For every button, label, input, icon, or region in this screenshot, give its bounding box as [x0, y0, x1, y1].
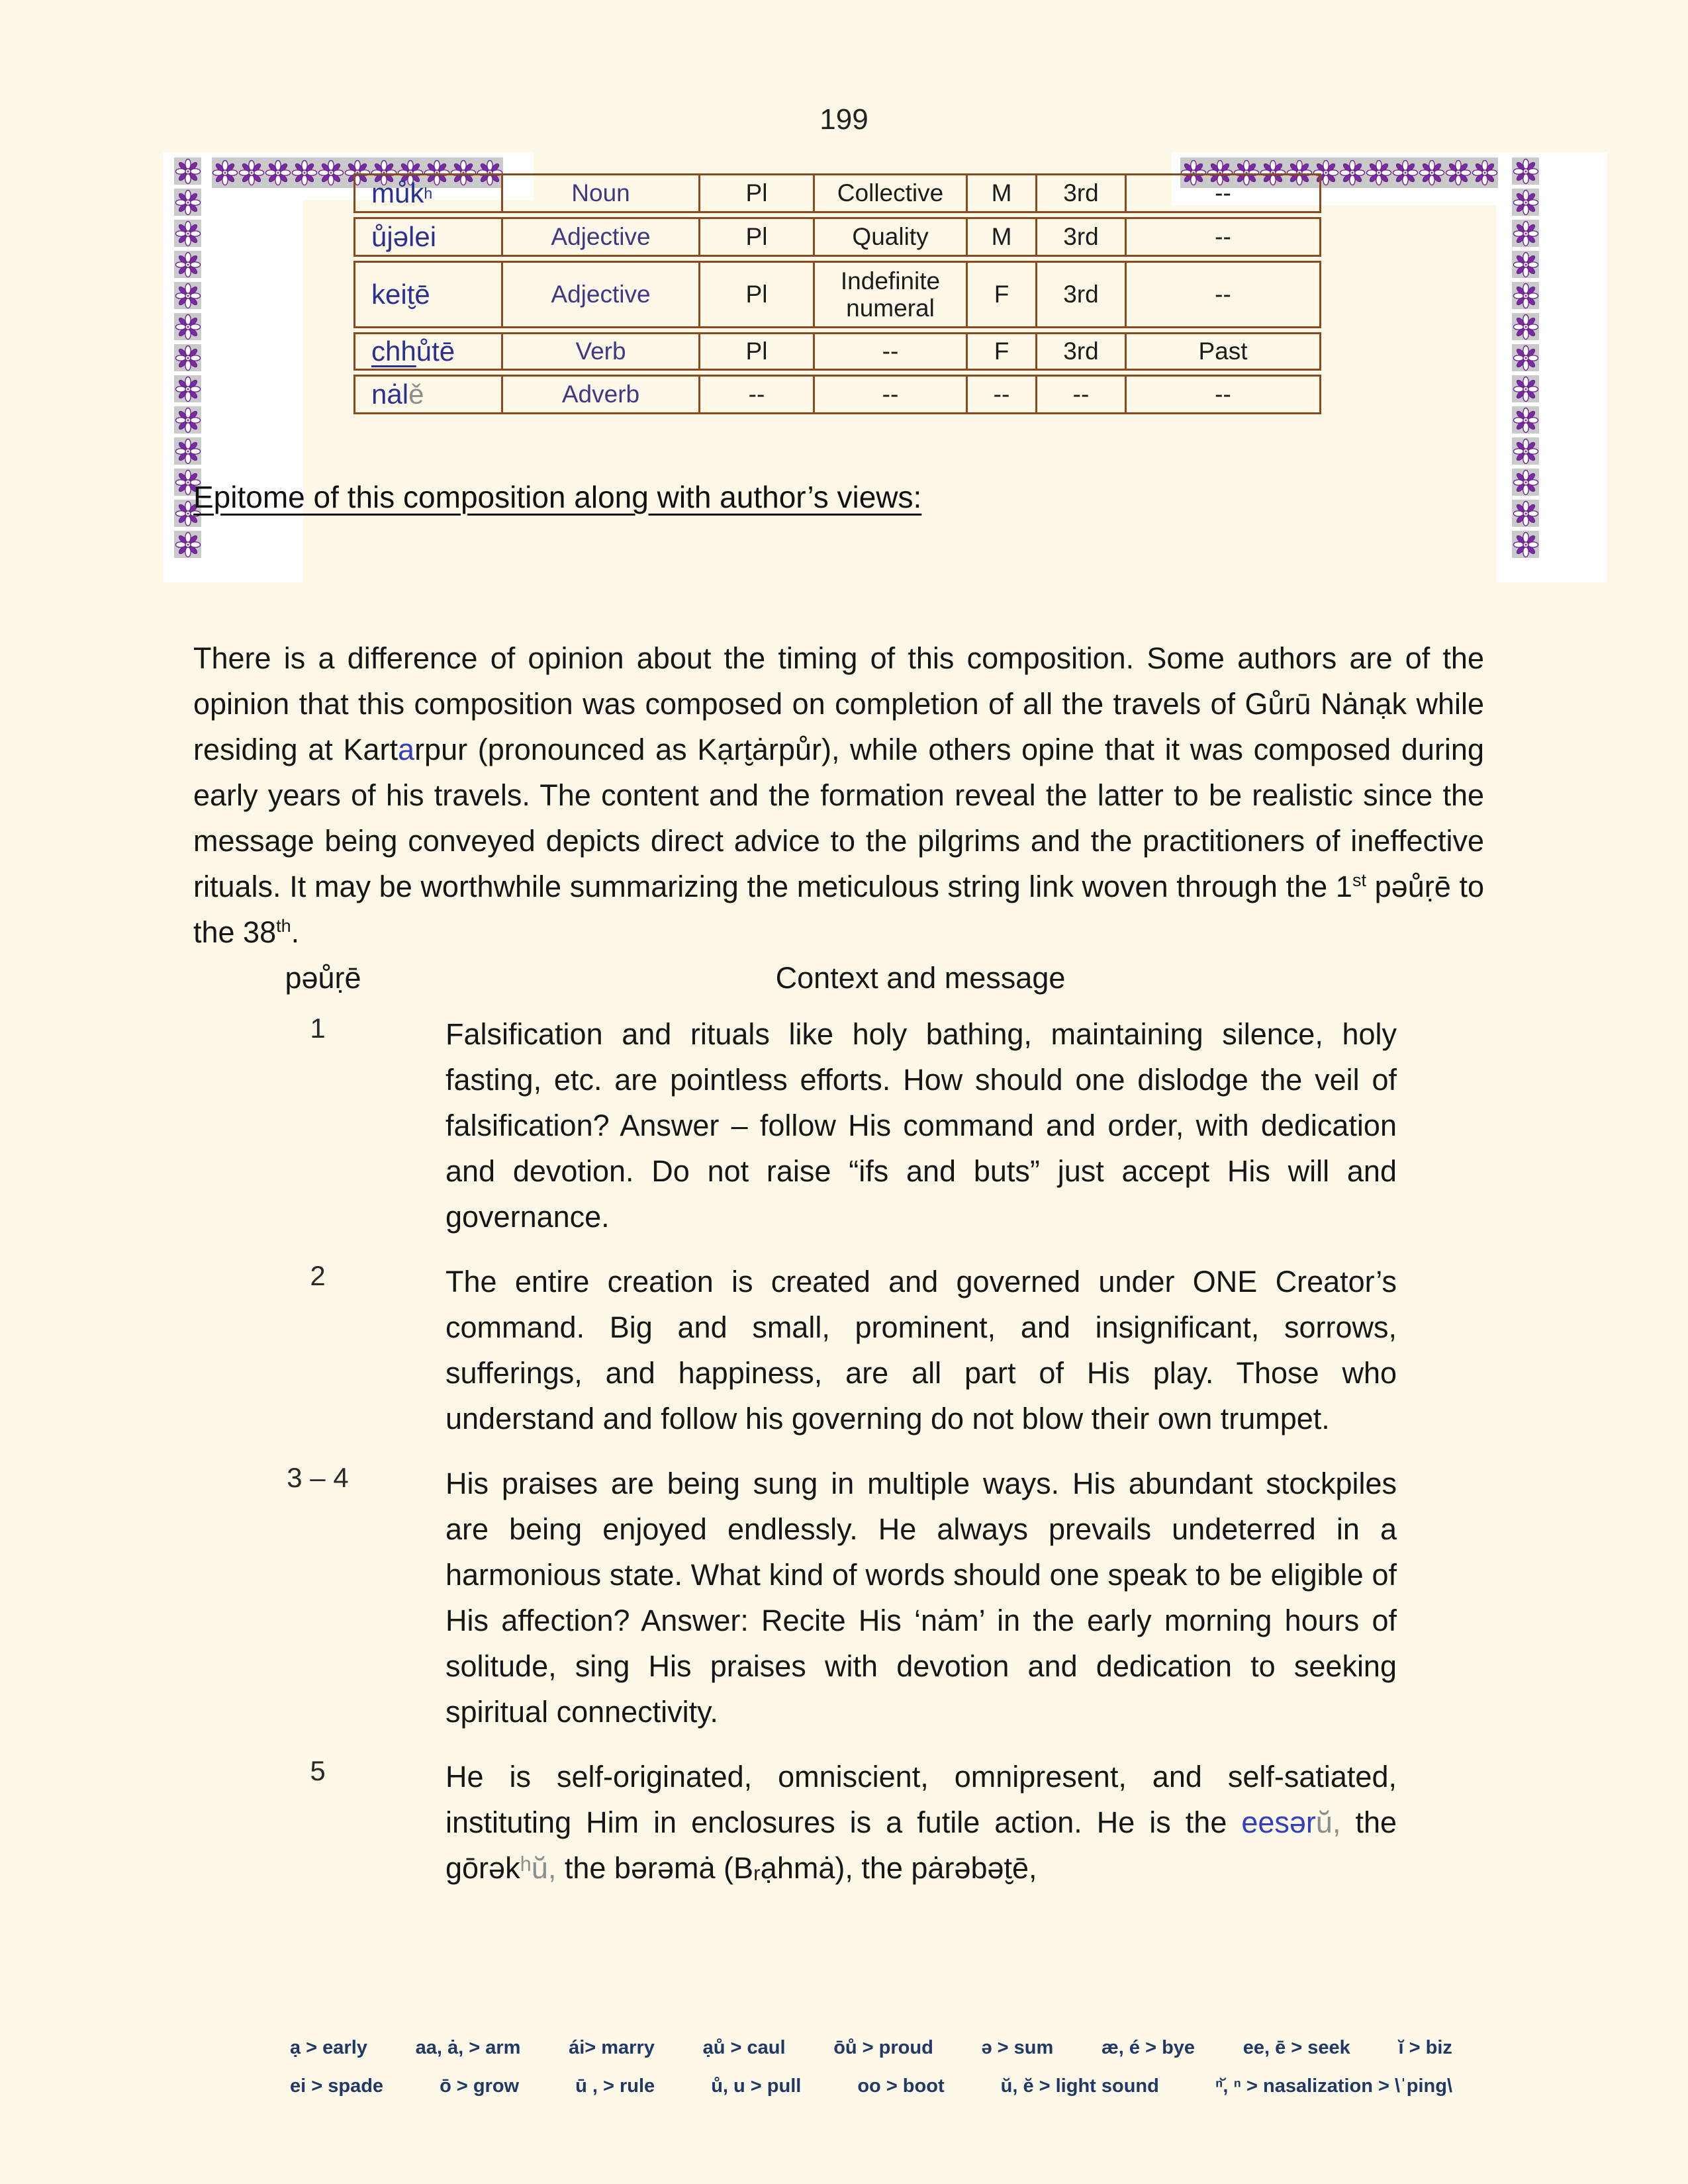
guide-entry: ū , > rule: [575, 2075, 655, 2097]
paragraph-text: pəůṛē to the 38: [193, 870, 1484, 949]
word-cell: [353, 332, 503, 371]
list-item: [278, 1754, 1397, 1891]
flower-icon: [318, 159, 344, 186]
guide-entry: oo > boot: [857, 2075, 945, 2097]
item-segment: the bərəmȧ (Bᵣạhmȧ), the pȧrəbət̮ē,: [556, 1851, 1037, 1885]
transliteration-gray: ʰŭ,: [520, 1851, 557, 1885]
item-number: 2: [310, 1260, 326, 1291]
word-gray-part: ě: [408, 379, 424, 410]
flower-tile: [174, 220, 201, 247]
transliteration-gray: ŭ,: [1315, 1805, 1341, 1839]
flower-tile: [174, 282, 201, 309]
flower-tile: [1512, 406, 1539, 433]
guide-entry: aa, ȧ, > arm: [415, 2037, 521, 2058]
flower-icon: [1366, 159, 1392, 186]
flower-icon: [175, 283, 201, 309]
word-cell: [353, 217, 503, 257]
flower-icon: [175, 251, 201, 278]
guide-entry: ạů > caul: [702, 2037, 786, 2058]
item-segment: He is self-originated, omniscient, omnipresent, and self-satiated, instituting Him in enclosures is a futile action. He is the: [445, 1760, 1397, 1839]
flower-icon: [1513, 220, 1539, 247]
flower-icon: [1513, 345, 1539, 371]
flower-tile: [1512, 313, 1539, 340]
flower-tile: [174, 344, 201, 371]
flower-tile: [1512, 251, 1539, 278]
guide-entry: æ, é > bye: [1102, 2037, 1196, 2058]
flower-icon: [1513, 500, 1539, 527]
pos-cell: Adjective: [503, 261, 700, 328]
guide-entry: ee, ē > seek: [1243, 2037, 1350, 2058]
word-text: ůjəlei: [371, 221, 437, 253]
pos-cell: Adjective: [503, 217, 700, 257]
context-message-title: Context and message: [775, 961, 1066, 995]
item-text: Falsification and rituals like holy bathing, maintaining silence, holy fasting, etc. are pointless efforts. How should one dislodge the veil of falsification? Answer – follow His command and order, with dedication and devotion. Do not raise “ifs and buts” just accept His will and governance.: [445, 1017, 1397, 1234]
flower-icon: [1513, 438, 1539, 465]
guide-entry: ái> marry: [569, 2037, 655, 2058]
list-item: [278, 1259, 1397, 1441]
guide-entry: ů, u > pull: [711, 2075, 802, 2097]
gender-cell: M: [968, 173, 1037, 213]
type-cell: Quality: [815, 217, 968, 257]
list-item: [278, 1011, 1397, 1240]
word-text: ůtē: [416, 336, 455, 367]
flower-icon: [175, 345, 201, 371]
item-text: [445, 1754, 1397, 1891]
person-cell: 3rd: [1037, 217, 1127, 257]
flower-ornament-column-right: [1512, 158, 1539, 558]
gender-cell: F: [968, 261, 1037, 328]
page-number: 199: [820, 103, 868, 136]
flower-tile: [1512, 344, 1539, 371]
flower-icon: [265, 159, 291, 186]
flower-icon: [1513, 531, 1539, 558]
paragraph-text: .: [291, 915, 300, 949]
flower-icon: [1472, 159, 1498, 186]
flower-icon: [1513, 314, 1539, 340]
flower-tile: [1512, 500, 1539, 527]
person-cell: 3rd: [1037, 332, 1127, 371]
number-cell: Pl: [700, 217, 815, 257]
flower-tile: [1512, 220, 1539, 247]
guide-row: [290, 2075, 1452, 2097]
type-cell: --: [815, 332, 968, 371]
person-cell: 3rd: [1037, 261, 1127, 328]
word-cell: [353, 261, 503, 328]
flower-icon: [1392, 159, 1419, 186]
word-text: můk: [371, 177, 424, 209]
item-number: 1: [310, 1013, 326, 1044]
item-segment: the gōrək: [445, 1805, 1397, 1885]
flower-tile: [1512, 469, 1539, 496]
type-cell: --: [815, 375, 968, 414]
item-text: The entire creation is created and governed under ONE Creator’s command. Big and small, prominent, and insignificant, sorrows, sufferings, and happiness, are all part of His play. Those who understand and follow his governing do not blow their own trumpet.: [445, 1265, 1397, 1435]
flower-tile: [1512, 189, 1539, 216]
item-number: 3 – 4: [287, 1462, 349, 1493]
guide-row: [290, 2037, 1452, 2059]
grammar-table: [353, 173, 1321, 414]
guide-entry: ōů > proud: [833, 2037, 933, 2058]
flower-icon: [1513, 407, 1539, 433]
ordinal-superscript: st: [1352, 870, 1366, 890]
flower-icon: [1513, 469, 1539, 496]
guide-entry: ə > sum: [981, 2037, 1054, 2058]
flower-tile: [174, 158, 201, 185]
gender-cell: M: [968, 217, 1037, 257]
flower-tile: [174, 313, 201, 340]
flower-icon: [238, 159, 265, 186]
type-cell: Indefinite numeral: [815, 261, 968, 328]
pronunciation-guide: [290, 2037, 1452, 2097]
word-underlined-part: chh: [371, 336, 416, 367]
type-cell: Collective: [815, 173, 968, 213]
flower-icon: [175, 220, 201, 247]
guide-entry: ⁿ̆, ⁿ > nasalization > \ˈping\: [1215, 2075, 1452, 2097]
word-cell: [353, 375, 503, 414]
pos-cell: Verb: [503, 332, 700, 371]
tense-cell: --: [1127, 375, 1321, 414]
person-cell: --: [1037, 375, 1127, 414]
pos-cell: Noun: [503, 173, 700, 213]
flower-icon: [1513, 158, 1539, 185]
flower-icon: [1513, 189, 1539, 216]
flower-icon: [291, 159, 318, 186]
flower-tile: [1512, 375, 1539, 402]
flower-icon: [1513, 376, 1539, 402]
guide-entry: ŭ, ĕ > light sound: [1000, 2075, 1159, 2097]
tense-cell: --: [1127, 173, 1321, 213]
number-cell: Pl: [700, 332, 815, 371]
highlighted-letter: a: [398, 733, 415, 766]
gender-cell: F: [968, 332, 1037, 371]
flower-icon: [175, 189, 201, 216]
flower-tile: [174, 375, 201, 402]
item-number: 5: [310, 1755, 326, 1786]
guide-entry: ĭ > biz: [1398, 2037, 1452, 2058]
number-cell: Pl: [700, 261, 815, 328]
list-item: [278, 1461, 1397, 1735]
flower-icon: [212, 159, 238, 186]
flower-icon: [175, 376, 201, 402]
flower-tile: [1512, 158, 1539, 185]
word-text: nȧl: [371, 379, 409, 410]
intro-paragraph: [193, 635, 1484, 955]
flower-icon: [1419, 159, 1445, 186]
flower-tile: [174, 531, 201, 558]
ordinal-superscript: th: [276, 916, 291, 936]
word-cell: můk h: [353, 173, 503, 213]
flower-icon: [175, 158, 201, 185]
flower-icon: [1339, 159, 1366, 186]
gender-cell: --: [968, 375, 1037, 414]
flower-icon: [1513, 283, 1539, 309]
number-cell: --: [700, 375, 815, 414]
section-heading: Epitome of this composition along with author’s views:: [193, 480, 922, 514]
flower-tile: [1512, 282, 1539, 309]
paragraph-text: rpur (pronounced as Kạrt̮ȧrpůr), while others opine that it was composed during early years of his travels. The content and the formation reveal the latter to be realistic since the message being conveyed depicts direct advice to the pilgrims and the practitioners of ineffective rituals. It may be worthwhile summarizing the meticulous string link woven through the 1: [193, 733, 1484, 903]
guide-entry: ō > grow: [440, 2075, 520, 2097]
flower-icon: [1513, 251, 1539, 278]
flower-icon: [175, 531, 201, 558]
person-cell: 3rd: [1037, 173, 1127, 213]
flower-tile: [174, 406, 201, 433]
number-cell: Pl: [700, 173, 815, 213]
guide-entry: ạ > early: [290, 2037, 367, 2058]
guide-entry: ei > spade: [290, 2075, 384, 2097]
transliteration-blue: eesər: [1241, 1805, 1316, 1839]
flower-tile: [1512, 531, 1539, 558]
tense-cell: Past: [1127, 332, 1321, 371]
pauree-column-header: pəůṛē: [285, 961, 361, 995]
item-text: His praises are being sung in multiple ways. His abundant stockpiles are being enjoyed endlessly. He always prevails undeterred in a harmonious state. What kind of words should one speak to be eligible of His affection? Answer: Recite His ‘nȧm’ in the early morning hours of solitude, sing His praises with devotion and dedication to seeking spiritual connectivity.: [445, 1467, 1397, 1729]
pauree-list: [278, 1011, 1397, 1910]
tense-cell: --: [1127, 261, 1321, 328]
paragraph-text: There is a difference of opinion about the timing of this composition. Some authors are of the opinion that this composition was composed on completion of all the travels of Gůrū Nȧnạk while residing at Kart: [193, 641, 1484, 766]
flower-tile: [174, 251, 201, 278]
flower-icon: [175, 438, 201, 465]
flower-tile: [1512, 437, 1539, 465]
word-text: keit̮ē: [371, 279, 430, 310]
flower-icon: [175, 314, 201, 340]
flower-tile: [174, 437, 201, 465]
pos-cell: Adverb: [503, 375, 700, 414]
flower-icon: [175, 407, 201, 433]
flower-tile: [174, 189, 201, 216]
tense-cell: --: [1127, 217, 1321, 257]
flower-icon: [1445, 159, 1472, 186]
